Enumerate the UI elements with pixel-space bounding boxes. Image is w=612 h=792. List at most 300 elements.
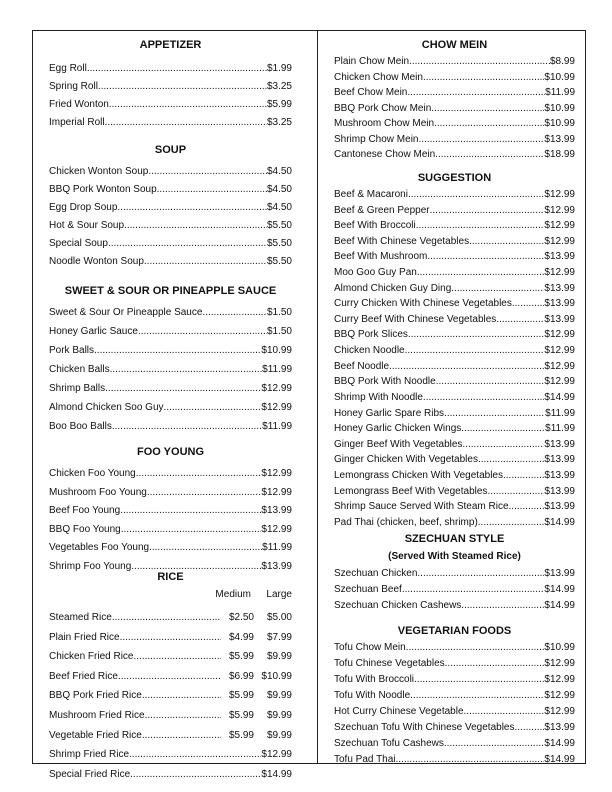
dot-leader (133, 647, 221, 667)
item-name: Vegetables Foo Young (49, 542, 150, 553)
item-price: $18.99 (544, 149, 575, 160)
item-name: BBQ Foo Young (49, 523, 121, 535)
menu-item (334, 116, 575, 132)
item-name: Tofu With Broccoli (334, 674, 415, 685)
section-title: SWEET & SOUR OR PINEAPPLE SAUCE (64, 285, 277, 297)
dot-leader (464, 704, 545, 720)
item-price-large: $9.99 (266, 690, 292, 702)
dot-leader (117, 199, 267, 217)
item-price: $14.99 (261, 768, 292, 780)
item-name: Pad Thai (chicken, beef, shrimp) (334, 516, 478, 528)
item-name: Hot Curry Chinese Vegetable (334, 706, 464, 717)
dot-leader (105, 114, 267, 132)
dot-leader (408, 327, 544, 343)
menu-item (334, 218, 575, 234)
item-name: Shrimp Sauce Served With Steam Rice (334, 501, 509, 513)
item-price: $13.99 (544, 454, 575, 466)
menu-item (49, 647, 292, 667)
dot-leader (461, 421, 545, 437)
item-name: BBQ Pork Wonton Soup (49, 184, 157, 195)
menu-item (49, 726, 292, 746)
item-price: $13.99 (544, 722, 575, 733)
item-price: $12.99 (544, 189, 575, 200)
item-price: $12.99 (544, 690, 575, 701)
item-price-medium: $2.50 (228, 612, 254, 623)
menu-item (334, 312, 575, 328)
menu-item (334, 147, 575, 163)
menu-item (334, 101, 575, 117)
dot-leader (417, 265, 545, 281)
item-name: Egg Roll (49, 63, 87, 74)
menu-item (49, 235, 292, 253)
dot-leader (417, 566, 544, 582)
item-name: Boo Boo Balls (49, 421, 112, 432)
menu-item (334, 132, 575, 148)
item-price: $12.99 (544, 329, 575, 341)
item-name: Spring Roll (49, 81, 98, 92)
item-name: Szechuan Tofu With Chinese Vegetables (334, 722, 515, 733)
item-name: Chicken Foo Young (49, 468, 136, 479)
item-name: Beef & Macaroni (334, 189, 408, 200)
item-name: Vegetable Fried Rice (49, 729, 142, 741)
item-name: Beef Foo Young (49, 505, 121, 516)
item-price: $11.99 (262, 364, 292, 375)
section-title: SZECHUAN STYLE (404, 533, 505, 545)
menu-item (334, 421, 575, 437)
dot-leader (408, 187, 544, 203)
section-title: RICE (157, 571, 184, 583)
dot-leader (434, 116, 544, 132)
menu-item (49, 322, 292, 341)
dot-leader (405, 343, 545, 359)
item-price: $13.99 (544, 133, 575, 145)
dot-leader (112, 417, 262, 436)
section-title: APPETIZER (139, 39, 202, 51)
item-price: $13.99 (544, 282, 575, 294)
dot-leader (164, 398, 262, 417)
dot-leader (435, 147, 544, 163)
menu-item (334, 265, 575, 281)
dot-leader (416, 218, 545, 234)
item-price: $11.99 (545, 87, 575, 98)
item-price: $10.99 (544, 102, 575, 114)
item-price: $10.99 (544, 118, 575, 129)
dot-leader (427, 249, 544, 265)
item-name: Beef With Mushroom (334, 251, 428, 263)
large-header: Large (266, 589, 292, 600)
rice-column-header (49, 588, 292, 602)
menu-item (334, 203, 575, 219)
item-name: Chicken Fried Rice (49, 651, 134, 663)
item-name: BBQ Pork With Noodle (334, 376, 436, 388)
item-price: $14.99 (544, 516, 575, 528)
menu-item (49, 765, 292, 785)
dot-leader (396, 752, 545, 768)
menu-item (334, 359, 575, 375)
item-name: Shrimp Balls (49, 383, 106, 394)
dot-leader (118, 667, 221, 687)
dot-leader (202, 303, 267, 322)
item-price-medium: $5.99 (228, 690, 254, 702)
item-name: Fried Wonton (49, 99, 109, 110)
item-name: Moo Goo Guy Pan (334, 267, 417, 279)
item-name: Plain Fried Rice (49, 631, 120, 643)
item-price: $11.99 (262, 542, 292, 553)
menu-item (49, 60, 292, 78)
item-name: Special Soup (49, 238, 108, 249)
soup-section (49, 143, 292, 271)
item-price: $13.99 (544, 469, 575, 481)
item-name: Beef Noodle (334, 360, 390, 372)
item-name: Chicken Balls (49, 364, 110, 375)
menu-item (49, 199, 292, 217)
dot-leader (121, 521, 262, 540)
item-price: $13.99 (261, 560, 292, 572)
dot-leader (129, 745, 261, 765)
menu-item (334, 598, 575, 614)
dot-leader (120, 628, 221, 648)
item-price: $11.99 (545, 423, 575, 435)
item-price: $10.99 (261, 345, 292, 356)
dot-leader (409, 54, 550, 70)
menu-item (49, 217, 292, 235)
item-name: Beef Fried Rice (49, 670, 118, 682)
item-name: Beef With Broccoli (334, 220, 416, 232)
dot-leader (478, 452, 544, 468)
item-name: Chicken Chow Mein (334, 71, 423, 83)
item-price: $12.99 (544, 235, 575, 247)
item-name: Tofu Chinese Vegetables (334, 658, 445, 669)
menu-item (334, 281, 575, 297)
item-name: Tofu With Noodle (334, 690, 411, 701)
item-price-medium: $6.99 (228, 670, 254, 682)
dot-leader (444, 406, 545, 422)
item-price: $13.99 (261, 505, 292, 516)
menu-item (49, 78, 292, 96)
item-name: Szechuan Chicken Cashews (334, 600, 462, 611)
menu-item (334, 515, 575, 531)
item-price: $3.25 (266, 117, 292, 128)
suggestion-section (334, 171, 575, 530)
menu-item (334, 54, 575, 70)
item-price: $10.99 (544, 642, 575, 653)
item-name: Tofu Pad Thai (334, 754, 396, 765)
item-price-large: $9.99 (266, 709, 292, 721)
item-name: Shrimp Foo Young (49, 560, 132, 572)
menu-item (334, 390, 575, 406)
rice-section (49, 570, 292, 784)
item-name: Cantonese Chow Mein (334, 149, 436, 160)
item-name: Beef Chow Mein (334, 87, 408, 98)
menu-item (334, 437, 575, 453)
item-price: $12.99 (544, 267, 575, 279)
item-price: $5.50 (266, 220, 292, 231)
item-name: Mushroom Foo Young (49, 486, 147, 498)
item-price: $3.25 (266, 81, 292, 92)
menu-item (334, 452, 575, 468)
dot-leader (144, 253, 267, 271)
dot-leader (418, 132, 544, 148)
dot-leader (407, 85, 545, 101)
item-name: Imperial Roll (49, 117, 105, 128)
item-price: $13.99 (544, 313, 575, 325)
dot-leader (147, 484, 262, 503)
dot-leader (98, 78, 267, 96)
item-name: Hot & Sour Soup (49, 220, 125, 231)
item-price-medium: $5.99 (228, 729, 254, 741)
dot-leader (108, 235, 267, 253)
item-price: $14.99 (544, 754, 575, 765)
item-price: $5.50 (266, 256, 292, 267)
menu-item (334, 249, 575, 265)
item-name: Chicken Wonton Soup (49, 166, 149, 177)
item-price-large: $10.99 (261, 670, 292, 682)
item-price: $12.99 (544, 204, 575, 216)
dot-leader (142, 726, 221, 746)
item-price: $5.50 (266, 238, 292, 249)
section-title: VEGETARIAN FOODS (397, 625, 512, 637)
dot-leader (406, 640, 545, 656)
item-name: Mushroom Chow Mein (334, 118, 435, 129)
dot-leader (444, 736, 545, 752)
menu-item (49, 96, 292, 114)
dot-leader (148, 163, 267, 181)
dot-leader (503, 468, 544, 484)
menu-item (49, 253, 292, 271)
item-price: $11.99 (262, 421, 292, 432)
dot-leader (487, 484, 544, 500)
item-price: $13.99 (544, 251, 575, 263)
menu-item (49, 484, 292, 503)
menu-item (49, 341, 292, 360)
dot-leader (112, 608, 221, 628)
menu-item (334, 640, 575, 656)
section-title: FOO YOUNG (136, 446, 205, 458)
item-price: $11.99 (545, 407, 575, 419)
appetizer-section (49, 38, 292, 132)
menu-item (334, 70, 575, 86)
item-price: $12.99 (544, 706, 575, 717)
item-name: BBQ Pork Fried Rice (49, 690, 142, 702)
menu-item (49, 303, 292, 322)
dot-leader (462, 437, 544, 453)
item-name: BBQ Pork Chow Mein (334, 102, 432, 114)
item-name: Special Fried Rice (49, 768, 131, 780)
menu-item (334, 582, 575, 598)
vegetarian-section (334, 624, 575, 768)
menu-item (334, 720, 575, 736)
item-price: $13.99 (544, 485, 575, 497)
dot-leader (451, 281, 544, 297)
item-name: Steamed Rice (49, 612, 112, 623)
menu-item (334, 752, 575, 768)
item-price: $12.99 (261, 383, 292, 394)
item-price: $12.99 (261, 486, 292, 498)
dot-leader (142, 686, 221, 706)
item-name: Chicken Noodle (334, 345, 405, 357)
item-price: $12.99 (261, 402, 292, 413)
item-name: Egg Drop Soup (49, 202, 118, 213)
item-price: $13.99 (544, 568, 575, 579)
item-price-large: $9.99 (266, 729, 292, 741)
dot-leader (445, 656, 545, 672)
item-name: Shrimp Chow Mein (334, 133, 419, 145)
item-price-medium: $5.99 (228, 651, 254, 663)
item-price-large: $9.99 (266, 651, 292, 663)
menu-item (334, 499, 575, 515)
menu-item (334, 672, 575, 688)
item-name: Shrimp Fried Rice (49, 749, 130, 761)
dot-leader (402, 582, 545, 598)
item-name: Lemongrass Beef With Vegetables (334, 485, 488, 497)
dot-leader (105, 379, 261, 398)
menu-item (334, 343, 575, 359)
foo-young-section (49, 445, 292, 576)
item-price: $8.99 (549, 56, 575, 67)
item-price: $5.99 (266, 99, 292, 110)
dot-leader (431, 101, 544, 117)
item-price: $1.50 (266, 326, 292, 337)
dot-leader (130, 765, 261, 785)
item-name: Szechuan Beef (334, 584, 402, 595)
menu-item (49, 398, 292, 417)
item-price: $1.99 (266, 63, 292, 74)
item-name: Tofu Chow Mein (334, 642, 406, 653)
item-price: $4.50 (266, 202, 292, 213)
dot-leader (157, 181, 267, 199)
dot-leader (94, 341, 261, 360)
dot-leader (478, 515, 545, 531)
item-price: $12.99 (261, 468, 292, 479)
menu-item (49, 502, 292, 521)
dot-leader (110, 360, 263, 379)
menu-item (49, 628, 292, 648)
menu-item (49, 417, 292, 436)
menu-item (49, 465, 292, 484)
menu-item (49, 181, 292, 199)
dot-leader (430, 203, 545, 219)
menu-item (334, 406, 575, 422)
item-price: $13.99 (544, 501, 575, 513)
menu-item (49, 521, 292, 540)
item-name: Beef With Chinese Vegetables (334, 235, 470, 247)
item-price: $12.99 (544, 376, 575, 388)
menu-item (49, 745, 292, 765)
menu-item (334, 85, 575, 101)
item-price: $10.99 (544, 71, 575, 83)
item-price: $14.99 (544, 600, 575, 611)
item-name: Szechuan Chicken (334, 568, 418, 579)
dot-leader (512, 296, 545, 312)
dot-leader (414, 672, 544, 688)
menu-item (334, 656, 575, 672)
item-name: Shrimp With Noodle (334, 391, 423, 403)
menu-item (49, 539, 292, 558)
menu-item (334, 688, 575, 704)
item-price: $12.99 (261, 523, 292, 535)
item-price: $12.99 (544, 360, 575, 372)
column-divider (317, 30, 318, 763)
item-name: Almond Chicken Soo Guy (49, 402, 164, 413)
dot-leader (436, 374, 545, 390)
item-name: Beef & Green Pepper (334, 204, 430, 216)
menu-item (334, 187, 575, 203)
menu-item (334, 468, 575, 484)
item-name: Sweet & Sour Or Pineapple Sauce (49, 307, 203, 318)
item-name: Pork Balls (49, 345, 95, 356)
dot-leader (410, 688, 544, 704)
dot-leader (515, 720, 545, 736)
dot-leader (423, 70, 544, 86)
dot-leader (120, 502, 261, 521)
dot-leader (496, 312, 544, 328)
section-subtitle: (Served With Steamed Rice) (388, 551, 521, 562)
dot-leader (87, 60, 267, 78)
menu-item (49, 114, 292, 132)
menu-item (49, 379, 292, 398)
item-name: BBQ Pork Slices (334, 329, 408, 341)
dot-leader (423, 390, 544, 406)
menu-item (334, 736, 575, 752)
menu-item (334, 484, 575, 500)
menu-item (334, 296, 575, 312)
item-price: $12.99 (544, 345, 575, 357)
item-price: $13.99 (544, 438, 575, 450)
item-price: $4.50 (266, 184, 292, 195)
item-name: Szechuan Tofu Cashews (334, 738, 444, 749)
menu-item (334, 234, 575, 250)
dot-leader (469, 234, 544, 250)
item-price: $12.99 (261, 749, 292, 761)
item-price: $12.99 (544, 674, 575, 685)
dot-leader (124, 217, 267, 235)
item-price: $14.99 (544, 391, 575, 403)
item-name: Lemongrass Chicken With Vegetables (334, 469, 503, 481)
item-price: $13.99 (544, 298, 575, 310)
medium-header: Medium (215, 589, 251, 600)
item-name: Curry Beef With Chinese Vegetables (334, 313, 497, 325)
menu-item (49, 163, 292, 181)
item-name: Curry Chicken With Chinese Vegetables (334, 298, 512, 310)
chow-mein-section (334, 38, 575, 163)
item-price: $1.50 (266, 307, 292, 318)
dot-leader (149, 539, 262, 558)
item-price: $4.50 (266, 166, 292, 177)
dot-leader (109, 96, 267, 114)
section-title: CHOW MEIN (421, 39, 488, 51)
item-name: Ginger Beef With Vegetables (334, 438, 463, 450)
sweet-sour-section (49, 284, 292, 436)
item-price-medium: $5.99 (228, 709, 254, 721)
menu-item (334, 704, 575, 720)
item-name: Honey Garlic Spare Ribs (334, 407, 445, 419)
dot-leader (136, 465, 262, 484)
section-title: SOUP (154, 144, 187, 156)
menu-item (49, 608, 292, 628)
section-title: SUGGESTION (417, 172, 492, 184)
dot-leader (389, 359, 544, 375)
item-name: Mushroom Fried Rice (49, 709, 145, 721)
menu-item (334, 327, 575, 343)
item-price-large: $7.99 (266, 631, 292, 643)
menu-item (49, 360, 292, 379)
item-price: $12.99 (544, 220, 575, 232)
menu-item (49, 667, 292, 687)
dot-leader (138, 322, 267, 341)
item-name: Honey Garlic Sauce (49, 326, 138, 337)
menu-item (334, 374, 575, 390)
szechuan-section (334, 532, 575, 614)
